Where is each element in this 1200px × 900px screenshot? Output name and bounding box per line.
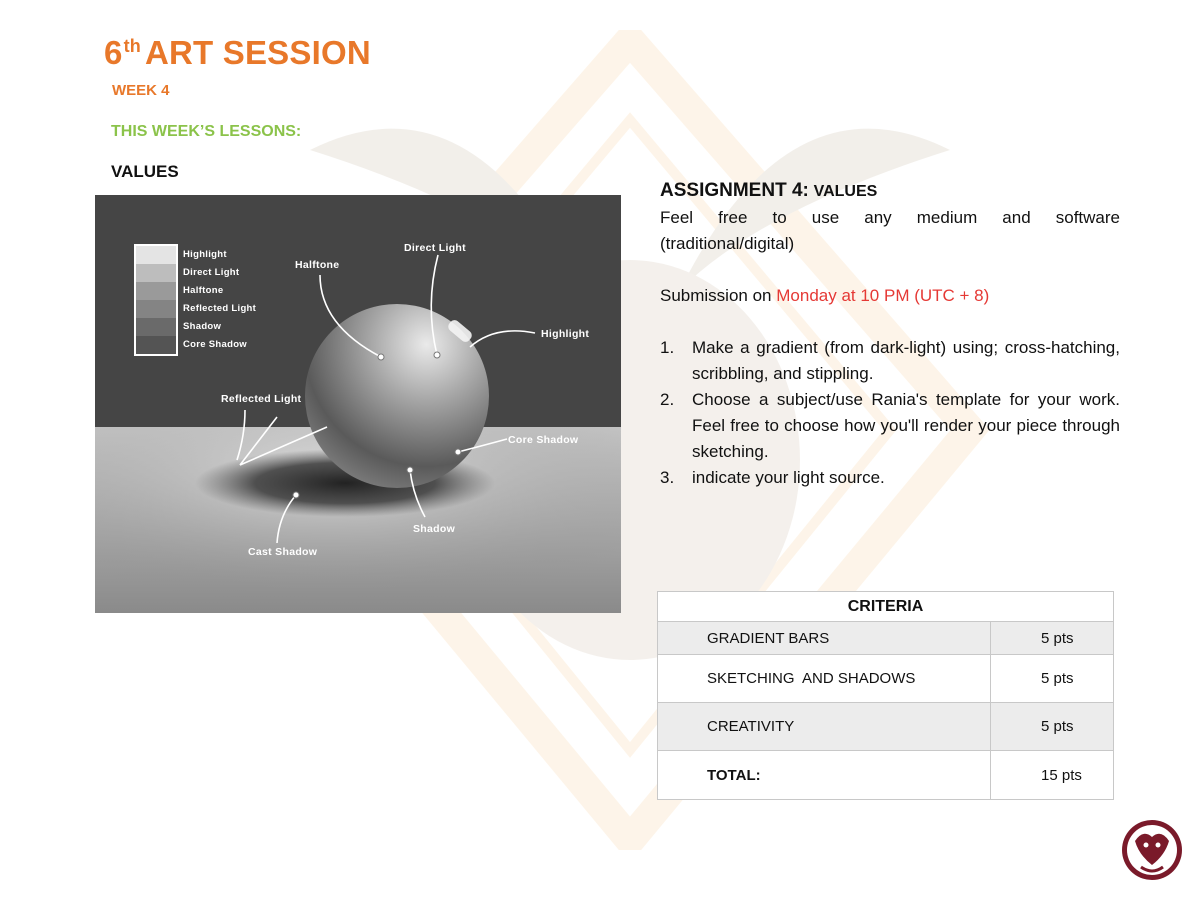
task-list: [660, 335, 1120, 491]
callout-highlight: Highlight: [541, 328, 590, 340]
submission-deadline: Monday at 10 PM (UTC + 8): [776, 286, 990, 305]
submission-line: Submission on Monday at 10 PM (UTC + 8): [660, 286, 990, 305]
legend-label: Reflected Light: [183, 303, 257, 314]
legend-swatch: [136, 282, 176, 300]
club-logo: [1121, 819, 1183, 881]
legend-label: Direct Light: [183, 267, 240, 278]
callout-dot: [455, 449, 461, 455]
criteria-total-points: 15 pts: [991, 751, 1114, 800]
callout-dot: [407, 467, 413, 473]
legend-swatch: [136, 336, 176, 354]
callout-shadow: Shadow: [413, 523, 456, 535]
callout-direct-light: Direct Light: [404, 242, 466, 254]
legend-label: Halftone: [183, 285, 224, 296]
session-title: 6th ART SESSION: [104, 34, 371, 71]
assignment-heading: ASSIGNMENT 4: VALUES: [660, 180, 878, 201]
task-item: 3. indicate your light source.: [660, 468, 885, 487]
task-item: 2. Choose a subject/use Rania's template for your work. Feel free to choose how you'll render your piece through sketching.: [660, 390, 1120, 461]
legend-label: Highlight: [183, 249, 227, 260]
callout-dot: [378, 354, 384, 360]
legend-swatch: [136, 264, 176, 282]
callout-dot: [434, 352, 440, 358]
callout-dot: [293, 492, 299, 498]
assignment-intro-line1: Feel free to use any medium and software: [660, 208, 1120, 227]
table-row: [658, 703, 1114, 751]
criteria-table: [657, 591, 1114, 800]
criteria-points: 5 pts: [991, 703, 1114, 751]
criteria-points: 5 pts: [991, 655, 1114, 703]
criteria-header: CRITERIA: [658, 592, 1114, 622]
assignment-intro-line2: (traditional/digital): [660, 234, 795, 253]
lessons-label: THIS WEEK’S LESSONS:: [111, 123, 302, 140]
criteria-name: GRADIENT BARS: [658, 622, 991, 655]
callout-core-shadow: Core Shadow: [508, 434, 579, 446]
table-row: [658, 655, 1114, 703]
table-row: [658, 622, 1114, 655]
lesson-topic: VALUES: [111, 162, 179, 181]
legend-swatch: [136, 300, 176, 318]
week-label: WEEK 4: [112, 82, 170, 99]
values-illustration: [95, 195, 621, 613]
callout-reflected-light: Reflected Light: [221, 393, 302, 405]
callout-cast-shadow: Cast Shadow: [248, 546, 318, 558]
legend-label: Shadow: [183, 321, 222, 332]
task-item: 1. Make a gradient (from dark-light) using; cross-hatching, scribbling, and stippling.: [660, 338, 1120, 383]
legend-swatch: [136, 318, 176, 336]
assignment-panel: [660, 178, 1120, 491]
legend-swatch: [136, 246, 176, 264]
criteria-name: SKETCHING AND SHADOWS: [658, 655, 991, 703]
criteria-name: CREATIVITY: [658, 703, 991, 751]
legend-label: Core Shadow: [183, 339, 248, 350]
table-row: [658, 751, 1114, 800]
criteria-total-label: TOTAL:: [658, 751, 991, 800]
callout-halftone: Halftone: [295, 259, 340, 271]
criteria-points: 5 pts: [991, 622, 1114, 655]
